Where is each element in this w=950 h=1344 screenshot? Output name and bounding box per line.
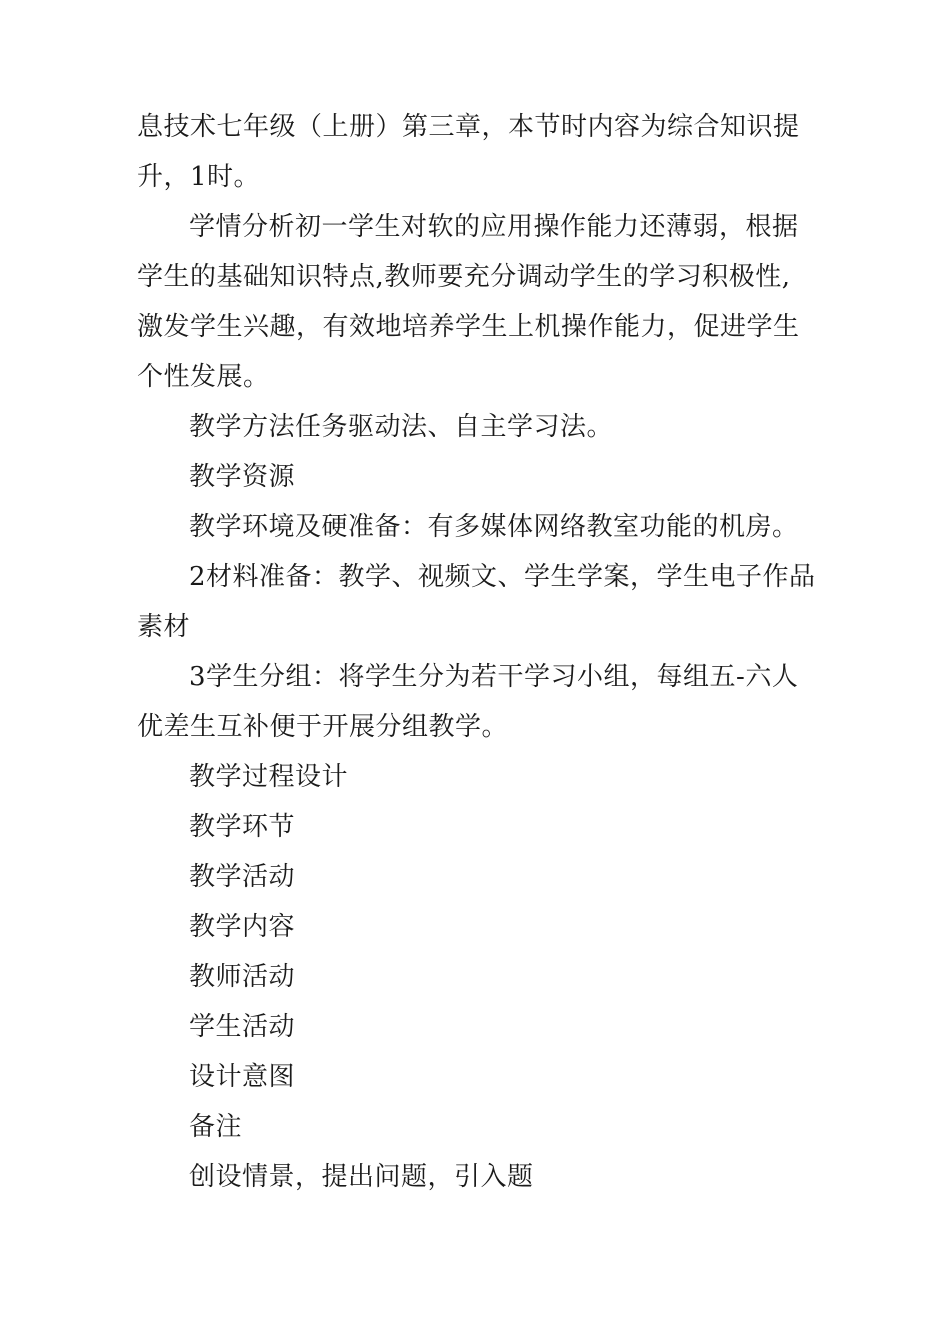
table-header-teacher-activity: 教师活动 [189, 962, 296, 992]
table-header-stage: 教学环节 [189, 812, 296, 842]
heading-teaching-resources: 教学资源 [189, 462, 296, 492]
table-header-design-intent: 设计意图 [189, 1062, 296, 1092]
paragraph-materials: 2材料准备：教学、视频文、学生学案，学生电子作品素材 [137, 562, 816, 642]
paragraph-student-analysis: 学情分析初一学生对软的应用操作能力还薄弱，根据学生的基础知识特点,教师要充分调动学生的学习积极性,激发学生兴趣，有效地培养学生上机操作能力，促进学生个性发展。 [137, 212, 800, 392]
document-body [137, 102, 817, 1202]
table-header-content: 教学内容 [189, 912, 296, 942]
heading-process-design: 教学过程设计 [189, 762, 349, 792]
paragraph-grouping: 3学生分组：将学生分为若干学习小组，每组五-六人优差生互补便于开展分组教学。 [137, 662, 799, 742]
table-header-notes: 备注 [189, 1112, 243, 1142]
table-header-student-activity: 学生活动 [189, 1012, 296, 1042]
paragraph-teaching-method: 教学方法任务驱动法、自主学习法。 [189, 412, 614, 442]
paragraph-environment: 教学环境及硬准备：有多媒体网络教室功能的机房。 [189, 512, 799, 542]
paragraph-introduce-topic: 创设情景，提出问题，引入题 [189, 1162, 534, 1192]
table-header-activity: 教学活动 [189, 862, 296, 892]
paragraph-course-info: 息技术七年级（上册）第三章，本节时内容为综合知识提升，1时。 [137, 112, 800, 192]
